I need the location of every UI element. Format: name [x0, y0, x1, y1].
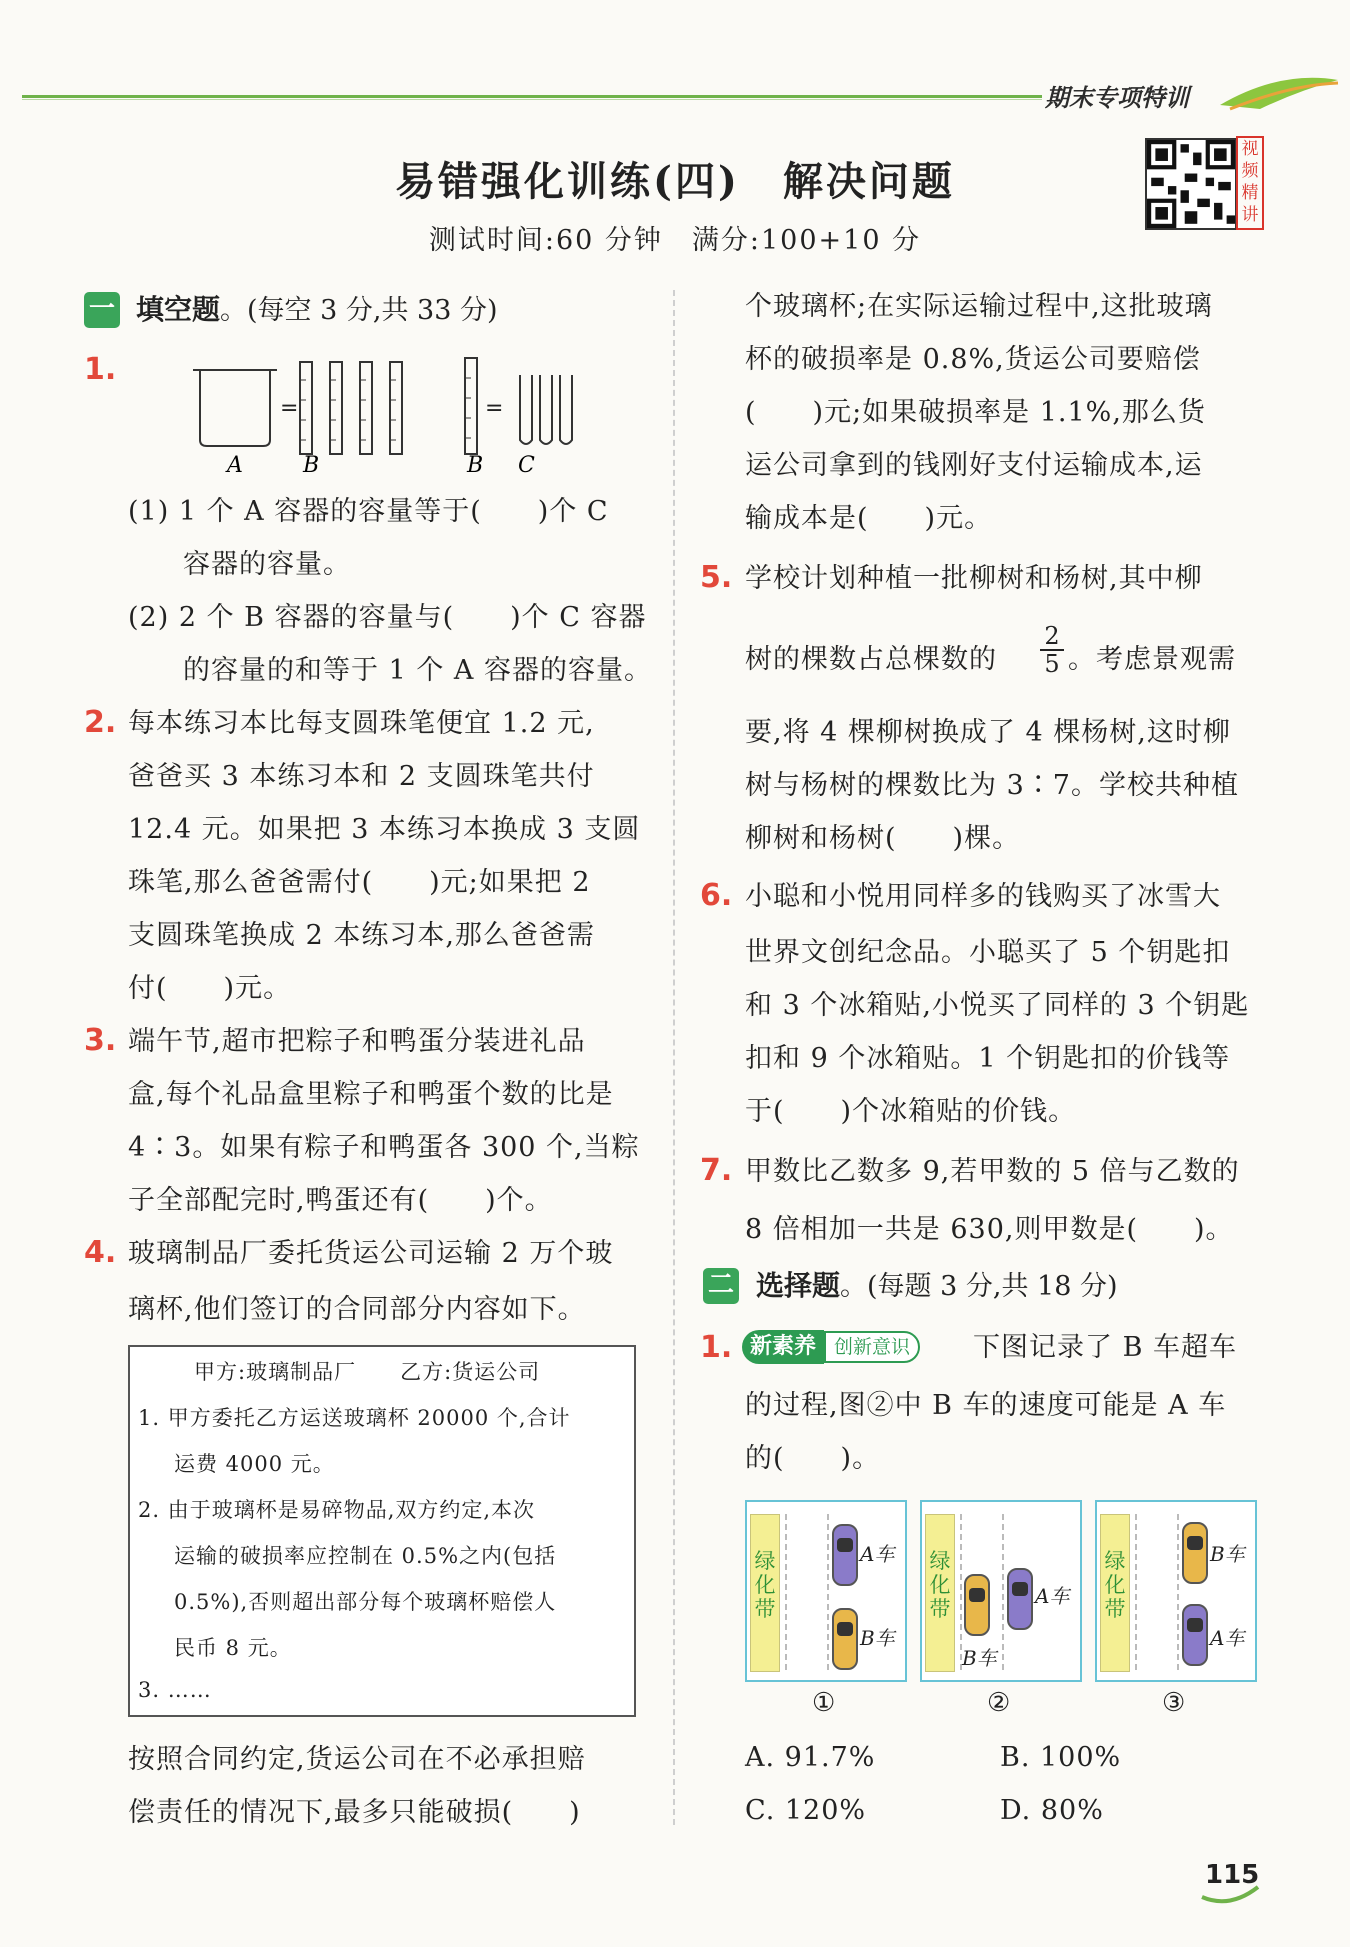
contract-head: 甲方:玻璃制品厂 乙方:货运公司 [194, 1360, 541, 1384]
q6-number: 6. [700, 878, 733, 913]
q2-line: 爸爸买 3 本练习本和 2 支圆珠笔共付 [128, 761, 595, 792]
road-figure-3 [1095, 1500, 1257, 1682]
car-a [1182, 1604, 1208, 1666]
road-figure-2 [920, 1500, 1082, 1682]
option-a[interactable]: A. 91.7% [745, 1742, 876, 1773]
s2-q1-line: 的( )。 [745, 1443, 881, 1474]
new-literacy-badge: 新素养 创新意识 [742, 1330, 920, 1364]
q6-line: 小聪和小悦用同样多的钱购买了冰雪大 [745, 881, 1221, 912]
label-b2: B [467, 453, 484, 478]
option-d[interactable]: D. 80% [1000, 1795, 1104, 1826]
header-tag: 期末专项特训 [1045, 84, 1189, 112]
s2-q1-line: 的过程,图②中 B 车的速度可能是 A 车 [745, 1390, 1227, 1421]
greenbelt: 绿化带 [925, 1514, 955, 1672]
q7-number: 7. [700, 1153, 733, 1188]
page-swoosh-icon [1200, 1885, 1260, 1905]
car-a [832, 1524, 858, 1586]
option-b[interactable]: B. 100% [1000, 1742, 1122, 1773]
header-rule [22, 95, 1042, 98]
car-b-label: B车 [1210, 1542, 1245, 1566]
car-b [964, 1574, 990, 1636]
eq-sign-1: = [280, 396, 299, 421]
label-a: A [227, 453, 243, 478]
section1-icon: 一 [84, 292, 120, 328]
contract-line: 0.5%),否则超出部分每个玻璃杯赔偿人 [174, 1590, 557, 1614]
column-divider [673, 290, 675, 1825]
car-a-label: A车 [860, 1542, 895, 1566]
q4-right-line: 杯的破损率是 0.8%,货运公司要赔偿 [745, 344, 1201, 375]
header-rule-light [22, 99, 1042, 100]
section2-icon: 二 [703, 1268, 739, 1304]
section1-title: 填空题。(每空 3 分,共 33 分) [136, 293, 498, 326]
q3-number: 3. [84, 1023, 117, 1058]
figure-number-2: ② [987, 1688, 1011, 1718]
car-b-label: B车 [860, 1626, 895, 1650]
contract-line: 民币 8 元。 [174, 1636, 292, 1660]
q2-line: 支圆珠笔换成 2 本练习本,那么爸爸需 [128, 920, 595, 951]
q6-line: 于( )个冰箱贴的价钱。 [745, 1096, 1077, 1127]
contract-box [128, 1345, 636, 1717]
q5-line: 树与杨树的棵数比为 3∶7。学校共种植 [745, 770, 1239, 801]
contract-line: 运费 4000 元。 [174, 1452, 335, 1476]
q4-line: 璃杯,他们签订的合同部分内容如下。 [128, 1294, 586, 1325]
q2-line: 珠笔,那么爸爸需付( )元;如果把 2 [128, 867, 591, 898]
container-figure [185, 350, 585, 480]
q4-right-line: 运公司拿到的钱刚好支付运输成本,运 [745, 450, 1203, 481]
q7-line: 甲数比乙数多 9,若甲数的 5 倍与乙数的 [745, 1156, 1240, 1187]
q4-right-line: 输成本是( )元。 [745, 503, 993, 534]
car-a [1007, 1568, 1033, 1630]
figure-number-1: ① [812, 1688, 836, 1718]
q2-line: 12.4 元。如果把 3 本练习本换成 3 支圆 [128, 814, 641, 845]
eq-sign-2: = [485, 396, 504, 421]
q2-number: 2. [84, 705, 117, 740]
car-b [832, 1608, 858, 1670]
s2-q1-number: 1. [700, 1330, 733, 1365]
figure-number-3: ③ [1162, 1688, 1186, 1718]
q7-line: 8 倍相加一共是 630,则甲数是( )。 [745, 1214, 1234, 1245]
car-b-label: B车 [962, 1646, 997, 1670]
page-number: 115 [1205, 1860, 1260, 1890]
contract-line: 3. …… [138, 1678, 212, 1702]
q3-line: 盒,每个礼品盒里粽子和鸭蛋个数的比是 [128, 1079, 614, 1110]
q1-part2-line1: (2) 2 个 B 容器的容量与( )个 C 容器 [128, 602, 647, 633]
leaf-swoosh-icon [1220, 75, 1340, 113]
q5-number: 5. [700, 560, 733, 595]
page-subtitle: 测试时间:60 分钟 满分:100+10 分 [428, 225, 922, 256]
q1-part2-line2: 的容量的和等于 1 个 A 容器的容量。 [183, 655, 653, 686]
car-b [1182, 1522, 1208, 1584]
fraction-two-fifths: 2 5 [1040, 624, 1064, 676]
q2-line: 付( )元。 [128, 973, 292, 1004]
qr-code-icon[interactable] [1145, 138, 1237, 230]
q1-part1-line2: 容器的容量。 [183, 549, 351, 580]
section2-title: 选择题。(每题 3 分,共 18 分) [756, 1269, 1118, 1302]
label-c: C [518, 453, 535, 478]
q3-line: 4∶3。如果有粽子和鸭蛋各 300 个,当粽 [128, 1132, 640, 1163]
contract-line: 运输的破损率应控制在 0.5%之内(包括 [174, 1544, 557, 1568]
q5-line: 柳树和杨树( )棵。 [745, 823, 1021, 854]
q4-line: 玻璃制品厂委托货运公司运输 2 万个玻 [128, 1238, 614, 1269]
greenbelt: 绿化带 [750, 1514, 780, 1672]
q5-line: 。考虑景观需 [1068, 644, 1236, 675]
q4-after-line: 偿责任的情况下,最多只能破损( ) [128, 1797, 581, 1828]
greenbelt: 绿化带 [1100, 1514, 1130, 1672]
road-figure-1 [745, 1500, 907, 1682]
q3-line: 端午节,超市把粽子和鸭蛋分装进礼品 [128, 1026, 586, 1057]
q4-right-line: ( )元;如果破损率是 1.1%,那么货 [745, 397, 1206, 428]
q3-line: 子全部配完时,鸭蛋还有( )个。 [128, 1185, 553, 1216]
label-b: B [303, 453, 320, 478]
q1-number: 1. [84, 352, 117, 387]
q1-part1-line1: (1) 1 个 A 容器的容量等于( )个 C [128, 496, 609, 527]
option-c[interactable]: C. 120% [745, 1795, 867, 1826]
q2-line: 每本练习本比每支圆珠笔便宜 1.2 元, [128, 708, 595, 739]
car-a-label: A车 [1035, 1584, 1070, 1608]
q5-line: 学校计划种植一批柳树和杨树,其中柳 [745, 563, 1203, 594]
q5-line: 要,将 4 棵柳树换成了 4 棵杨树,这时柳 [745, 717, 1231, 748]
q5-line: 树的棵数占总棵数的 [745, 644, 997, 675]
q6-line: 扣和 9 个冰箱贴。1 个钥匙扣的价钱等 [745, 1043, 1231, 1074]
s2-q1-line: 下图记录了 B 车超车 [973, 1332, 1238, 1363]
contract-line: 2. 由于玻璃杯是易碎物品,双方约定,本次 [138, 1498, 536, 1522]
q6-line: 世界文创纪念品。小聪买了 5 个钥匙扣 [745, 937, 1231, 968]
page-title: 易错强化训练(四) 解决问题 [395, 158, 955, 205]
contract-line: 1. 甲方委托乙方运送玻璃杯 20000 个,合计 [138, 1406, 571, 1430]
q6-line: 和 3 个冰箱贴,小悦买了同样的 3 个钥匙 [745, 990, 1250, 1021]
qr-label: 视频精讲 [1236, 136, 1264, 230]
q4-number: 4. [84, 1235, 117, 1270]
q4-after-line: 按照合同约定,货运公司在不必承担赔 [128, 1744, 586, 1775]
q4-right-line: 个玻璃杯;在实际运输过程中,这批玻璃 [745, 291, 1213, 322]
car-a-label: A车 [1210, 1626, 1245, 1650]
